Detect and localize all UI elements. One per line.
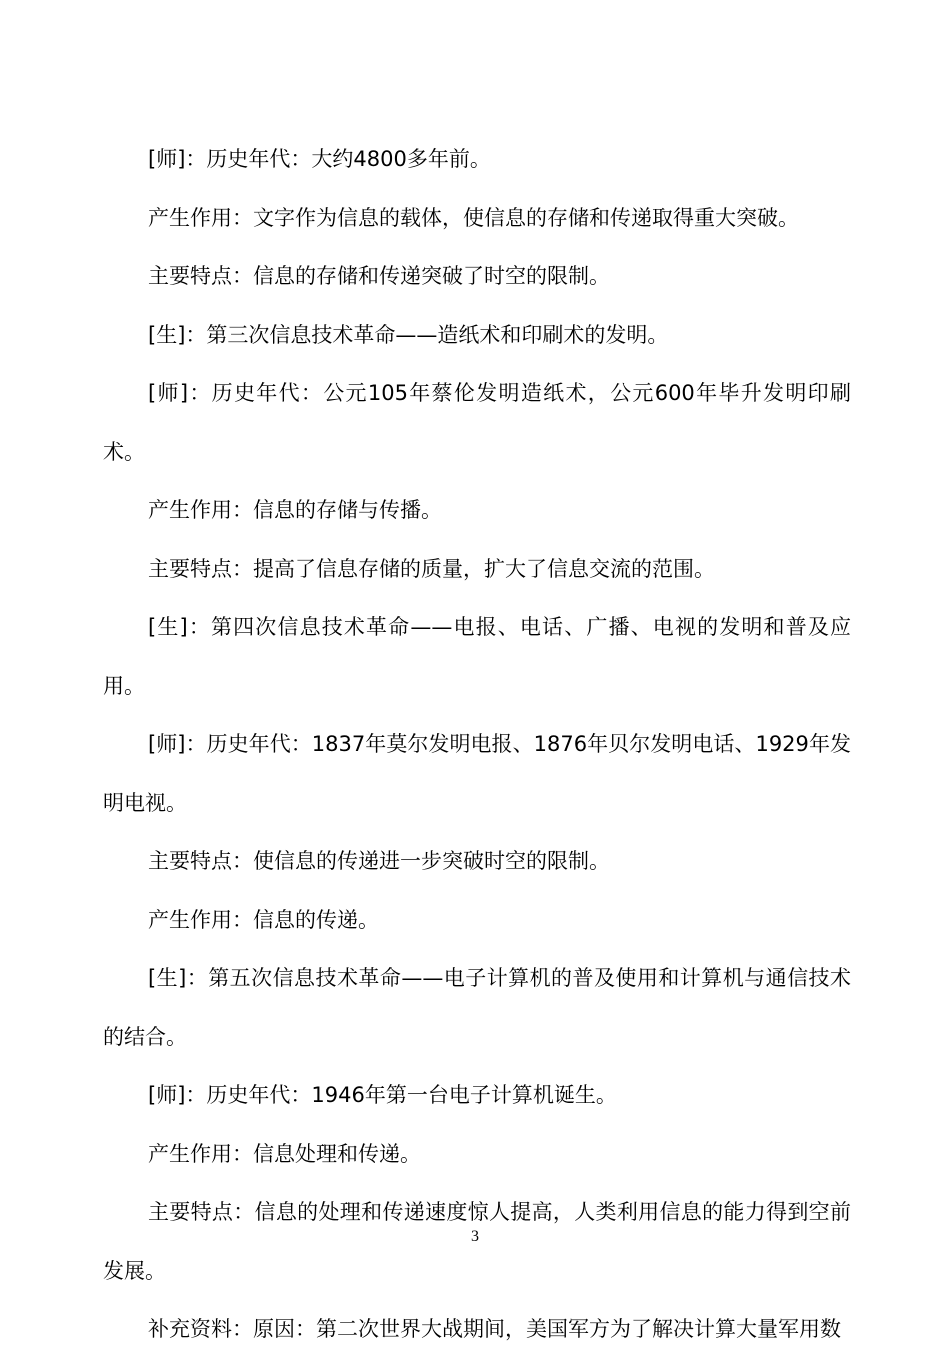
paragraph-teacher-era-telegraph: [师]：历史年代：1837年莫尔发明电报、1876年贝尔发明电话、1929年发明电视。 [103,732,851,815]
paragraph-feature-telegraph: 主要特点：使信息的传递进一步突破时空的限制。 [148,849,610,873]
paragraph-effect-computer: 产生作用：信息处理和传递。 [148,1141,421,1166]
paragraph-effect-writing: 产生作用：文字作为信息的载体，使信息的存储和传递取得重大突破。 [148,205,799,230]
paragraph-student-third-revolution: [生]：第三次信息技术革命——造纸术和印刷术的发明。 [148,322,669,347]
paragraph-student-fifth-revolution: [生]：第五次信息技术革命——电子计算机的普及使用和计算机与通信技术的结合。 [103,966,851,1049]
paragraph-supplementary-material: 补充资料：原因：第二次世界大战期间，美国军方为了解决计算大量军用数 [148,1317,841,1341]
paragraph-feature-writing: 主要特点：信息的存储和传递突破了时空的限制。 [148,264,610,288]
paragraph-teacher-era-writing: [师]：历史年代：大约4800多年前。 [148,147,491,171]
paragraph-student-fourth-revolution: [生]：第四次信息技术革命——电报、电话、广播、电视的发明和普及应用。 [103,615,851,698]
paragraph-feature-paper: 主要特点：提高了信息存储的质量，扩大了信息交流的范围。 [148,556,715,581]
paragraph-teacher-era-computer: [师]：历史年代：1946年第一台电子计算机诞生。 [148,1083,617,1107]
paragraph-effect-telegraph: 产生作用：信息的传递。 [148,907,379,932]
document-body [103,130,851,1359]
page-number: 3 [471,1228,479,1245]
paragraph-teacher-era-paper: [师]：历史年代：公元105年蔡伦发明造纸术，公元600年毕升发明印刷术。 [103,381,851,464]
paragraph-effect-paper: 产生作用：信息的存储与传播。 [148,498,442,522]
paragraph-feature-computer: 主要特点：信息的处理和传递速度惊人提高，人类利用信息的能力得到空前发展。 [103,1200,851,1283]
